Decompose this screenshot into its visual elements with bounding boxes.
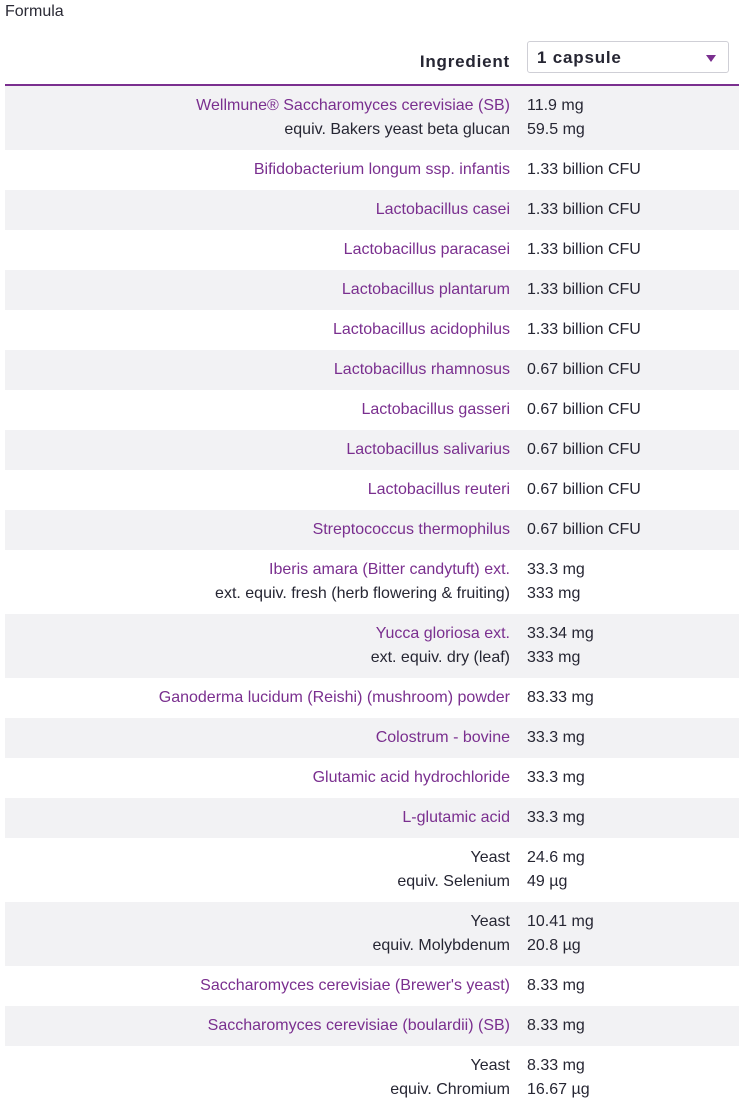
ingredient-row <box>5 270 739 310</box>
ingredient-name-cell <box>5 478 510 502</box>
ingredient-name-cell <box>5 398 510 422</box>
ingredient-amount: 0.67 billion CFU <box>527 481 641 498</box>
ingredient-amount: 83.33 mg <box>527 689 594 706</box>
ingredient-column-header: Ingredient <box>419 52 510 71</box>
ingredient-amount-cell <box>527 1014 585 1038</box>
ingredient-row <box>5 310 739 350</box>
ingredient-row <box>5 718 739 758</box>
ingredient-equivalent-name: equiv. Chromium <box>390 1081 510 1098</box>
ingredient-amount: 8.33 mg <box>527 1017 585 1034</box>
ingredient-link[interactable]: Lactobacillus plantarum <box>341 281 510 298</box>
ingredient-amount-cell <box>527 518 641 542</box>
ingredient-row <box>5 838 739 902</box>
ingredient-link[interactable]: Bifidobacterium longum ssp. infantis <box>253 161 510 178</box>
ingredient-name-cell <box>5 1054 510 1102</box>
ingredient-name-cell <box>5 686 510 710</box>
ingredient-link[interactable]: Ganoderma lucidum (Reishi) (mushroom) powder <box>158 689 510 706</box>
table-header <box>5 40 739 86</box>
ingredient-name-cell <box>5 238 510 262</box>
ingredient-link[interactable]: Lactobacillus rhamnosus <box>333 361 510 378</box>
ingredient-amount: 8.33 mg <box>527 1057 585 1074</box>
ingredient-amount: 33.3 mg <box>527 809 585 826</box>
ingredient-link[interactable]: Colostrum - bovine <box>375 729 510 746</box>
ingredient-amount-cell <box>527 1054 590 1102</box>
ingredient-row <box>5 798 739 838</box>
ingredient-name-cell <box>5 158 510 182</box>
ingredient-row <box>5 390 739 430</box>
ingredient-amount: 33.3 mg <box>527 769 585 786</box>
ingredient-amount-cell <box>527 622 594 670</box>
ingredient-amount: 1.33 billion CFU <box>527 321 641 338</box>
ingredient-row <box>5 430 739 470</box>
ingredient-name-cell <box>5 198 510 222</box>
ingredient-name-cell <box>5 846 510 894</box>
ingredient-name-cell <box>5 806 510 830</box>
ingredient-name-cell <box>5 622 510 670</box>
ingredient-amount: 0.67 billion CFU <box>527 401 641 418</box>
ingredient-row <box>5 350 739 390</box>
ingredient-name-cell <box>5 518 510 542</box>
dose-select-value: 1 capsule <box>537 48 622 67</box>
dose-select[interactable] <box>527 41 729 73</box>
ingredient-amount-cell <box>527 974 585 998</box>
ingredient-amount-cell <box>527 398 641 422</box>
ingredient-link[interactable]: Saccharomyces cerevisiae (boulardii) (SB) <box>207 1017 510 1034</box>
ingredient-table <box>5 86 739 1110</box>
ingredient-amount-cell <box>527 846 585 894</box>
ingredient-amount: 10.41 mg <box>527 913 594 930</box>
ingredient-row <box>5 86 739 150</box>
ingredient-link[interactable]: Yucca gloriosa ext. <box>375 625 510 642</box>
ingredient-link[interactable]: Glutamic acid hydrochloride <box>312 769 510 786</box>
ingredient-row <box>5 614 739 678</box>
ingredient-name-cell <box>5 358 510 382</box>
ingredient-name: Yeast <box>470 1057 510 1074</box>
ingredient-row <box>5 230 739 270</box>
ingredient-equivalent-name: equiv. Molybdenum <box>372 937 510 954</box>
chevron-down-icon <box>706 55 716 62</box>
ingredient-link[interactable]: Lactobacillus acidophilus <box>333 321 510 338</box>
ingredient-equivalent-name: ext. equiv. dry (leaf) <box>370 649 510 666</box>
ingredient-name-cell <box>5 558 510 606</box>
ingredient-amount: 33.3 mg <box>527 561 585 578</box>
ingredient-amount: 33.3 mg <box>527 729 585 746</box>
ingredient-name-cell <box>5 94 510 142</box>
ingredient-equivalent-name: equiv. Bakers yeast beta glucan <box>284 121 510 138</box>
ingredient-name-cell <box>5 1014 510 1038</box>
ingredient-amount-cell <box>527 686 594 710</box>
ingredient-row <box>5 190 739 230</box>
ingredient-amount-cell <box>527 238 641 262</box>
ingredient-amount: 1.33 billion CFU <box>527 241 641 258</box>
ingredient-amount: 0.67 billion CFU <box>527 361 641 378</box>
ingredient-amount-cell <box>527 478 641 502</box>
ingredient-link[interactable]: Lactobacillus salivarius <box>346 441 510 458</box>
ingredient-amount-cell <box>527 318 641 342</box>
ingredient-amount: 0.67 billion CFU <box>527 441 641 458</box>
ingredient-equivalent-name: equiv. Selenium <box>397 873 510 890</box>
ingredient-amount: 1.33 billion CFU <box>527 281 641 298</box>
ingredient-amount: 0.67 billion CFU <box>527 521 641 538</box>
ingredient-equivalent-amount: 20.8 µg <box>527 937 581 954</box>
ingredient-name-cell <box>5 726 510 750</box>
ingredient-link[interactable]: Wellmune® Saccharomyces cerevisiae (SB) <box>196 97 510 114</box>
ingredient-amount: 8.33 mg <box>527 977 585 994</box>
ingredient-name: Yeast <box>470 913 510 930</box>
ingredient-amount-cell <box>527 198 641 222</box>
ingredient-amount: 1.33 billion CFU <box>527 161 641 178</box>
ingredient-amount-cell <box>527 766 585 790</box>
ingredient-link[interactable]: Lactobacillus reuteri <box>367 481 510 498</box>
ingredient-row <box>5 550 739 614</box>
ingredient-amount-cell <box>527 158 641 182</box>
ingredient-name-cell <box>5 318 510 342</box>
ingredient-amount-cell <box>527 94 585 142</box>
ingredient-name-cell <box>5 910 510 958</box>
ingredient-row <box>5 1046 739 1110</box>
ingredient-link[interactable]: Streptococcus thermophilus <box>312 521 510 538</box>
ingredient-amount-cell <box>527 278 641 302</box>
ingredient-amount-cell <box>527 726 585 750</box>
ingredient-row <box>5 902 739 966</box>
ingredient-amount-cell <box>527 806 585 830</box>
ingredient-equivalent-amount: 59.5 mg <box>527 121 585 138</box>
ingredient-name-cell <box>5 438 510 462</box>
ingredient-equivalent-amount: 333 mg <box>527 585 581 602</box>
ingredient-link[interactable]: Lactobacillus gasseri <box>361 401 510 418</box>
ingredient-row <box>5 678 739 718</box>
ingredient-amount-cell <box>527 438 641 462</box>
ingredient-amount: 24.6 mg <box>527 849 585 866</box>
ingredient-link[interactable]: Saccharomyces cerevisiae (Brewer's yeast) <box>200 977 510 994</box>
ingredient-row <box>5 510 739 550</box>
ingredient-amount: 33.34 mg <box>527 625 594 642</box>
ingredient-name: Yeast <box>470 849 510 866</box>
ingredient-equivalent-name: ext. equiv. fresh (herb flowering & fruiting) <box>215 585 510 602</box>
ingredient-row <box>5 758 739 798</box>
ingredient-row <box>5 150 739 190</box>
ingredient-row <box>5 966 739 1006</box>
ingredient-name-cell <box>5 974 510 998</box>
ingredient-amount: 1.33 billion CFU <box>527 201 641 218</box>
ingredient-equivalent-amount: 49 µg <box>527 873 568 890</box>
ingredient-row <box>5 1006 739 1046</box>
ingredient-link[interactable]: Lactobacillus casei <box>375 201 510 218</box>
ingredient-name-cell <box>5 766 510 790</box>
ingredient-link[interactable]: L-glutamic acid <box>402 809 510 826</box>
ingredient-link[interactable]: Lactobacillus paracasei <box>343 241 510 258</box>
ingredient-link[interactable]: Iberis amara (Bitter candytuft) ext. <box>269 561 510 578</box>
ingredient-equivalent-amount: 333 mg <box>527 649 581 666</box>
ingredient-amount: 11.9 mg <box>527 97 584 114</box>
ingredient-amount-cell <box>527 358 641 382</box>
ingredient-amount-cell <box>527 558 585 606</box>
ingredient-row <box>5 470 739 510</box>
ingredient-equivalent-amount: 16.67 µg <box>527 1081 590 1098</box>
section-title: Formula <box>5 3 64 20</box>
ingredient-amount-cell <box>527 910 594 958</box>
ingredient-name-cell <box>5 278 510 302</box>
